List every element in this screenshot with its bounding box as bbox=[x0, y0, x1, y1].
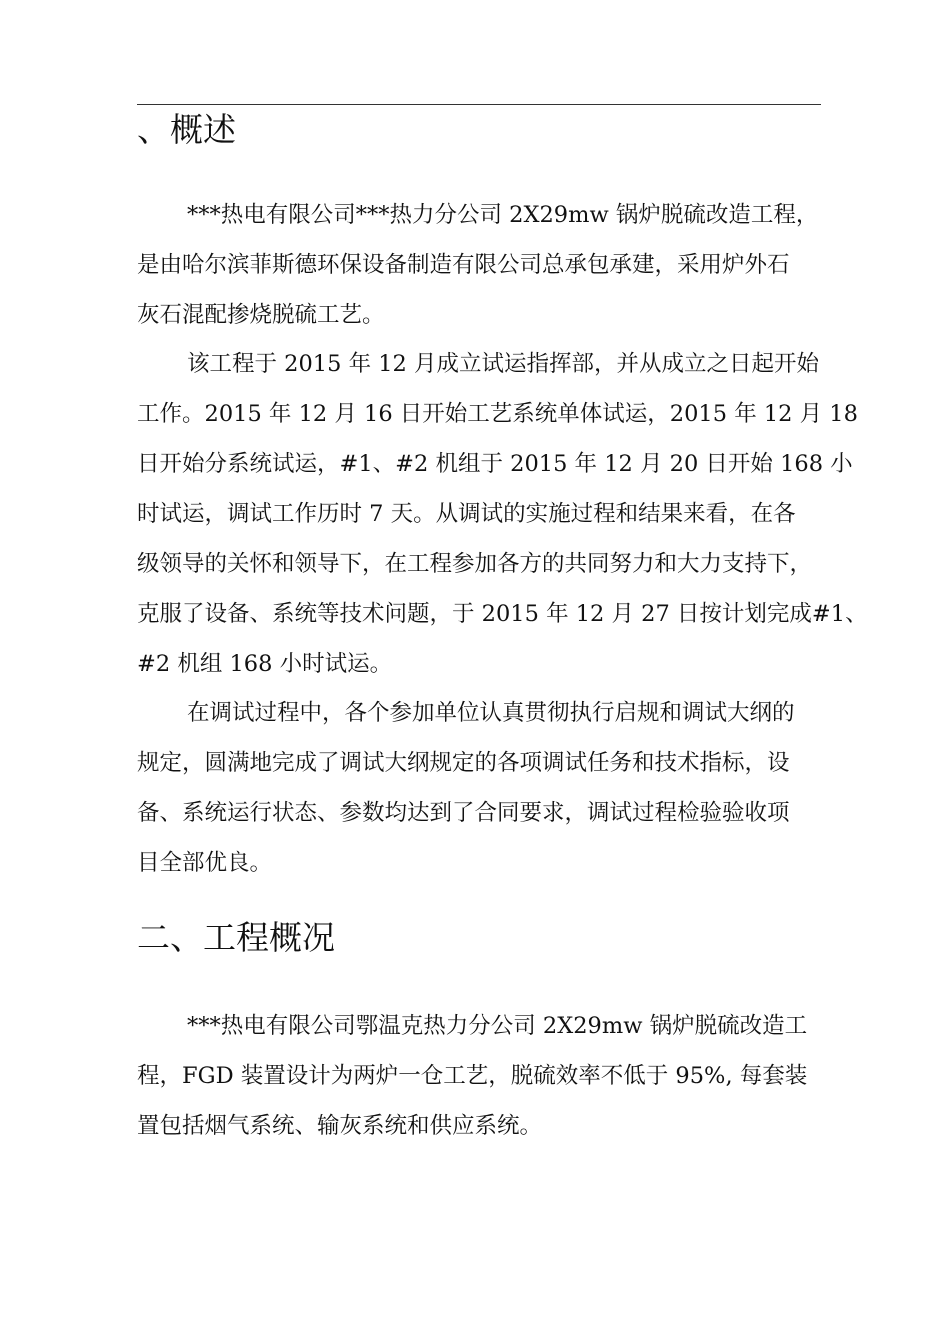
paragraph-line: 目全部优良。 bbox=[137, 850, 273, 876]
paragraph-line: 灰石混配掺烧脱硫工艺。 bbox=[137, 302, 385, 328]
paragraph-commissioning-results bbox=[137, 688, 837, 888]
paragraph-line: 备、系统运行状态、参数均达到了合同要求，调试过程检验验收项 bbox=[137, 800, 790, 826]
paragraph-line: 规定，圆满地完成了调试大纲规定的各项调试任务和技术指标，设 bbox=[137, 750, 790, 776]
paragraph-line: ***热电有限公司***热力分公司 2X29mw 锅炉脱硫改造工程， bbox=[187, 202, 819, 228]
paragraph-line: 是由哈尔滨菲斯德环保设备制造有限公司总承包承建，采用炉外石 bbox=[137, 252, 790, 278]
paragraph-line: 日开始分系统试运，#1、#2 机组于 2015 年 12 月 20 日开始 168 小 bbox=[137, 451, 853, 477]
section-heading-overview: 、概述 bbox=[137, 110, 236, 149]
paragraph-line: 克服了设备、系统等技术问题，于 2015 年 12 月 27 日按计划完成#1、 bbox=[137, 601, 868, 627]
paragraph-line: #2 机组 168 小时试运。 bbox=[137, 651, 393, 677]
paragraph-line: 程，FGD 装置设计为两炉一仓工艺，脱硫效率不低于 95%, 每套装 bbox=[137, 1063, 808, 1089]
paragraph-line: 置包括烟气系统、输灰系统和供应系统。 bbox=[137, 1113, 543, 1139]
paragraph-project-intro bbox=[137, 190, 837, 340]
paragraph-commissioning-timeline bbox=[137, 339, 868, 689]
paragraph-line: 级领导的关怀和领导下，在工程参加各方的共同努力和大力支持下， bbox=[137, 551, 813, 577]
paragraph-line: 在调试过程中，各个参加单位认真贯彻执行启规和调试大纲的 bbox=[187, 700, 795, 726]
header-rule bbox=[137, 104, 821, 105]
paragraph-line: 该工程于 2015 年 12 月成立试运指挥部，并从成立之日起开始 bbox=[187, 351, 820, 377]
paragraph-line: 时试运，调试工作历时 7 天。从调试的实施过程和结果来看，在各 bbox=[137, 501, 796, 527]
paragraph-line: 工作。2015 年 12 月 16 日开始工艺系统单体试运，2015 年 12 月 18 bbox=[137, 401, 858, 427]
paragraph-line: ***热电有限公司鄂温克热力分公司 2X29mw 锅炉脱硫改造工 bbox=[187, 1013, 808, 1039]
section-heading-project-overview: 二、工程概况 bbox=[137, 918, 335, 957]
paragraph-project-description bbox=[137, 1001, 837, 1151]
